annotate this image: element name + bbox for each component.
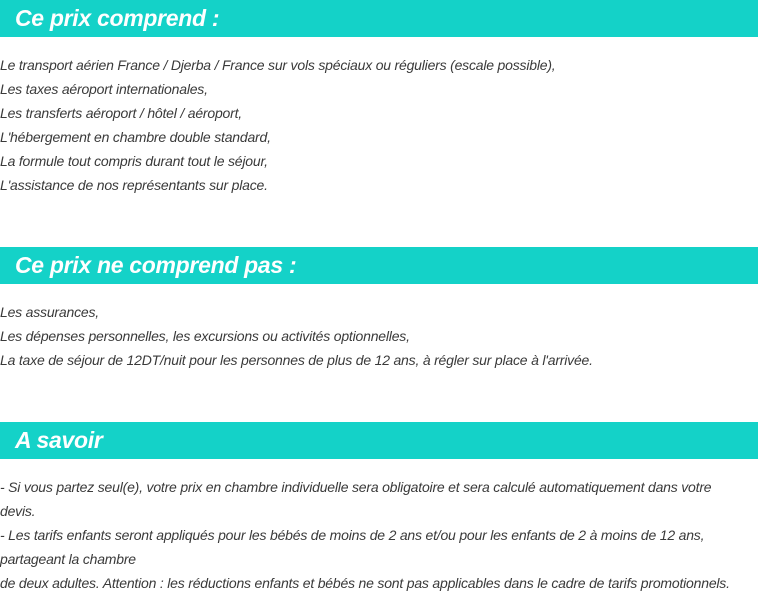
list-item: Les assurances,	[0, 304, 99, 320]
good-to-know-list	[0, 475, 758, 595]
list-item: Le transport aérien France / Djerba / France sur vols spéciaux ou réguliers (escale possible),	[0, 57, 556, 73]
list-item: Les dépenses personnelles, les excursions ou activités optionnelles,	[0, 328, 410, 344]
included-list	[0, 53, 758, 197]
section-title-included: Ce prix comprend :	[0, 0, 758, 37]
list-item: partageant la chambre	[0, 551, 136, 567]
list-item: Les transferts aéroport / hôtel / aéroport,	[0, 105, 242, 121]
list-item: - Les tarifs enfants seront appliqués pour les bébés de moins de 2 ans et/ou pour les enfants de 2 à moins de 12 ans,	[0, 527, 705, 543]
list-item: L'assistance de nos représentants sur place.	[0, 177, 268, 193]
not-included-list	[0, 300, 758, 372]
list-item: devis.	[0, 503, 36, 519]
list-item: Les taxes aéroport internationales,	[0, 81, 208, 97]
list-item: L'hébergement en chambre double standard,	[0, 129, 271, 145]
list-item: La formule tout compris durant tout le séjour,	[0, 153, 268, 169]
list-item: de deux adultes. Attention : les réductions enfants et bébés ne sont pas applicables dans le cadre de tarifs promotionnels.	[0, 575, 730, 591]
list-item: La taxe de séjour de 12DT/nuit pour les personnes de plus de 12 ans, à régler sur place à l'arrivée.	[0, 352, 593, 368]
section-title-not-included: Ce prix ne comprend pas :	[0, 247, 758, 284]
section-title-good-to-know: A savoir	[0, 422, 758, 459]
list-item: - Si vous partez seul(e), votre prix en chambre individuelle sera obligatoire et sera calculé automatiquement dans votre	[0, 479, 712, 495]
